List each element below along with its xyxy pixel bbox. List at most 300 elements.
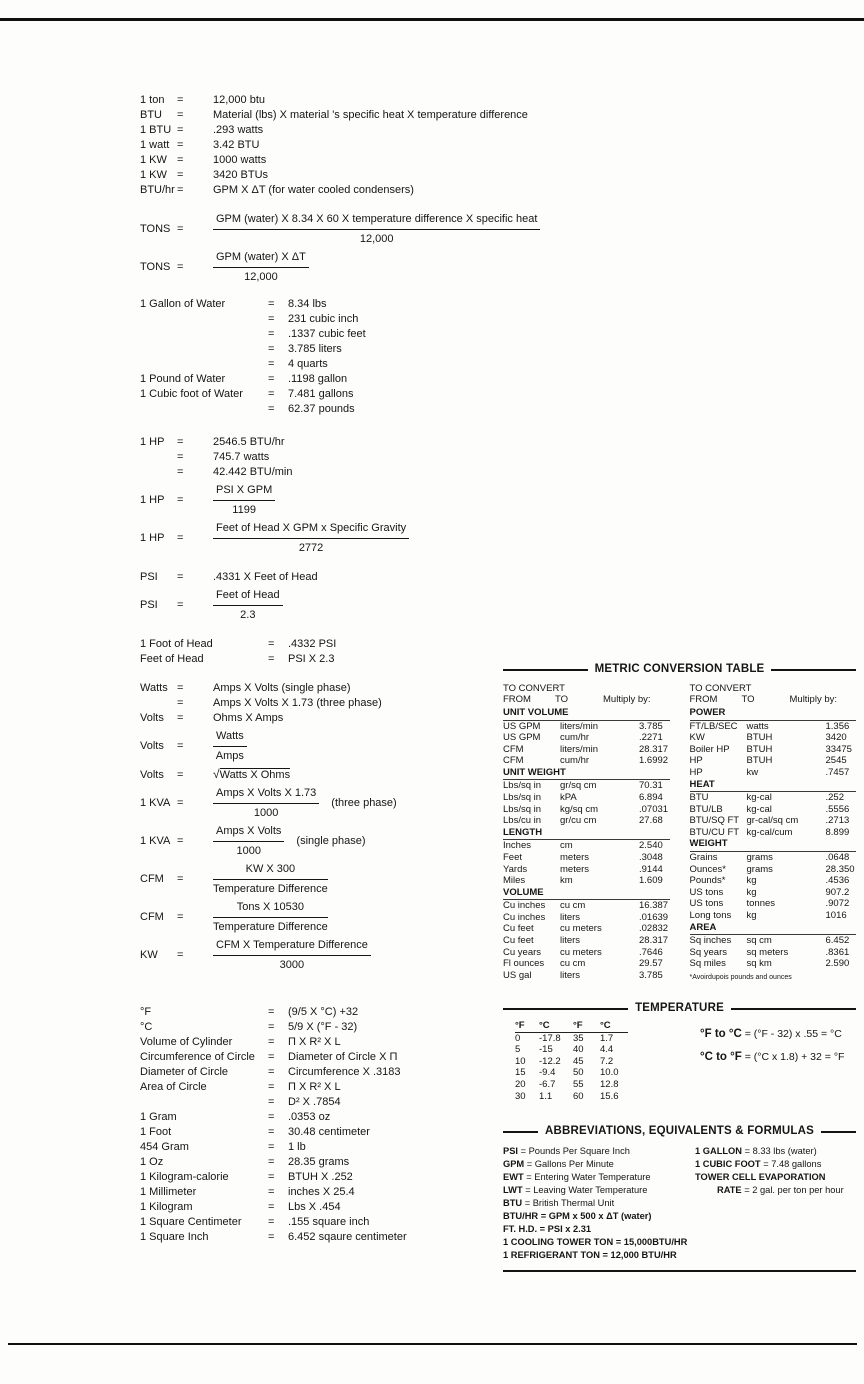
equals-sign: = (177, 436, 184, 448)
abbrev-row (695, 1158, 856, 1171)
metric-section-header: AREA (690, 922, 857, 936)
abbrev-def: = 8.33 lbs (water) (742, 1145, 817, 1156)
equals-sign: = (177, 835, 184, 847)
multiplier-value: .07031 (639, 803, 669, 815)
formula-row (140, 521, 602, 556)
multiplier-value: .3048 (639, 851, 663, 863)
to-unit: grams (746, 851, 773, 863)
multiplier-value: 1.609 (639, 875, 663, 887)
formula-value (213, 767, 290, 783)
conversion-row (690, 827, 857, 839)
abbrev-row (503, 1223, 695, 1236)
from-unit: Long tons (689, 909, 732, 921)
equals-sign: = (268, 653, 275, 665)
from-unit: HP (689, 755, 703, 767)
formula-label: Watts (140, 682, 168, 694)
formula-label: 454 Gram (140, 1141, 189, 1153)
equals-sign: = (268, 1201, 275, 1213)
multiplier-value: 6.452 (825, 935, 850, 946)
formula-row (140, 637, 602, 652)
multiplier-value: .5556 (825, 803, 850, 815)
abbrev-def: = Pounds Per Square Inch (518, 1145, 630, 1156)
numerator: Amps X Volts X 1.73 (213, 786, 319, 804)
from-unit: US tons (689, 886, 724, 898)
formula-label: 1 Square Inch (140, 1231, 209, 1243)
denominator: 12,000 (359, 233, 394, 245)
formula-term: °C to °F (700, 1050, 742, 1063)
equals-sign: = (268, 388, 275, 400)
formula-value: GPM X ΔT (for water cooled condensers) (213, 184, 414, 196)
abbrev-term: 1 REFRIGERANT TON = 12,000 BTU/HR (503, 1249, 677, 1260)
conversion-row (503, 864, 670, 876)
to-unit: meters (560, 863, 590, 875)
equals-sign: = (268, 1141, 275, 1153)
temp-row (515, 1079, 628, 1091)
to-unit: liters (560, 911, 581, 923)
metric-column (503, 683, 670, 984)
from-unit: Lbs/sq in (503, 792, 542, 804)
abbrev-def: = Entering Water Temperature (523, 1171, 651, 1182)
multiplier-value: .01639 (639, 911, 669, 923)
from-unit: CFM (503, 743, 524, 755)
formula-group (140, 435, 602, 556)
numerator: GPM (water) X ΔT (213, 250, 309, 268)
equals-sign: = (177, 911, 184, 923)
temp-table-body (515, 1033, 628, 1103)
abbrev-term: 1 CUBIC FOOT (695, 1158, 761, 1169)
equals-sign: = (177, 769, 184, 781)
conversion-row (690, 755, 857, 767)
radicand: Watts X Ohms (219, 769, 291, 781)
formula-label: 1 Square Centimeter (140, 1216, 242, 1228)
multiplier-value: .252 (825, 792, 844, 804)
from-unit: Fl ounces (503, 958, 545, 970)
formula-value: 4 quarts (288, 358, 328, 370)
to-unit: BTUH (746, 743, 773, 755)
from-unit: US gal (503, 969, 532, 981)
from-unit: Boiler HP (689, 743, 730, 755)
formula-label: 1 Gram (140, 1111, 177, 1123)
conversion-row (503, 912, 670, 924)
numerator: GPM (water) X 8.34 X 60 X temperature difference X specific heat (213, 212, 540, 230)
formula-label: Area of Circle (140, 1081, 207, 1093)
multiplier-value: 28.317 (639, 935, 669, 946)
to-unit: kg-cal/cum (746, 826, 793, 838)
formula-label: °C (140, 1021, 153, 1033)
metric-column-header (503, 694, 670, 707)
to-unit: kg (746, 875, 757, 887)
formula-group (140, 637, 602, 667)
fraction (213, 938, 371, 973)
multiplier-value: .0648 (825, 851, 850, 863)
formula-row (140, 327, 602, 342)
equals-sign: = (268, 1231, 275, 1243)
formula-label: 1 Pound of Water (140, 373, 226, 385)
abbrev-row (503, 1236, 695, 1249)
metric-section-header: POWER (690, 707, 857, 721)
conversion-row (690, 732, 857, 744)
denominator: 1000 (236, 845, 261, 857)
abbrev-term: BTU (503, 1197, 523, 1208)
formula-value: .0353 oz (288, 1111, 331, 1123)
formula-value: inches X 25.4 (288, 1186, 355, 1198)
formula-value: 3.785 liters (288, 343, 342, 355)
temperature-table (515, 1020, 628, 1102)
equals-sign: = (177, 494, 184, 506)
radical-icon: √ (213, 767, 220, 781)
to-unit: cu meters (560, 946, 602, 958)
numerator: CFM X Temperature Difference (213, 938, 371, 956)
abbrev-left (503, 1145, 695, 1262)
from-unit: HP (689, 766, 703, 778)
rule-line (503, 1008, 628, 1010)
abbrev-term: LWT (503, 1184, 523, 1195)
multiplier-value: .02832 (639, 923, 669, 935)
conversion-row (690, 935, 857, 947)
abbrev-row (503, 1171, 695, 1184)
formula-label: 1 Cubic foot of Water (140, 388, 243, 400)
equals-sign: = (177, 261, 184, 273)
conversion-row (503, 875, 670, 887)
conversion-row (690, 947, 857, 959)
formula-value: .1337 cubic feet (288, 328, 366, 340)
formula-row (140, 357, 602, 372)
denominator: 1000 (253, 807, 279, 819)
formula-label: 1 Kilogram (140, 1201, 193, 1213)
formula-value: PSI X 2.3 (288, 653, 335, 665)
multiplier-value: .7646 (639, 946, 663, 958)
multiplier-value: 3.785 (639, 969, 663, 981)
equals-sign: = (177, 139, 184, 151)
equals-sign: = (268, 1006, 275, 1018)
abbrev-row (503, 1197, 695, 1210)
from-unit: US GPM (503, 720, 541, 732)
formula-value: .293 watts (213, 124, 264, 136)
temp-value: -9.4 (539, 1067, 556, 1079)
equals-sign: = (268, 1066, 275, 1078)
temp-value: 12.8 (600, 1078, 619, 1090)
formula-row (140, 250, 602, 285)
formula-label: Circumference of Circle (140, 1051, 255, 1063)
equals-sign: = (268, 1051, 275, 1063)
abbrev-row (503, 1210, 695, 1223)
formula-value: .155 square inch (288, 1216, 370, 1228)
to-unit: gr-cal/sq cm (746, 815, 799, 827)
abbrev-term: PSI (503, 1145, 518, 1156)
temp-value: 10.0 (600, 1067, 619, 1079)
multiplier-value: 16.387 (639, 900, 669, 912)
formula-value: 3420 BTUs (213, 169, 269, 181)
formula-value: 1 lb (288, 1141, 306, 1153)
conversion-row (503, 923, 670, 935)
rule-line (503, 669, 588, 671)
formula-row (140, 588, 602, 623)
abbrev-def: = Leaving Water Temperature (522, 1184, 648, 1195)
reference-panel (503, 664, 856, 1272)
denominator: 2772 (298, 542, 324, 554)
formula-group (140, 297, 602, 417)
formula-row (140, 153, 602, 168)
conversion-row (503, 780, 670, 792)
to-unit: kg (746, 886, 757, 898)
formula-value: 62.37 pounds (288, 403, 355, 415)
temp-row (515, 1091, 628, 1103)
multiplier-value: 2.540 (639, 840, 663, 852)
formula-label: Volts (140, 769, 164, 781)
from-header: FROM (689, 693, 718, 705)
temp-value: -15 (539, 1044, 553, 1056)
fraction (213, 483, 275, 518)
conversion-row (503, 732, 670, 744)
temp-value: 60 (573, 1090, 584, 1102)
to-unit: sq meters (746, 946, 789, 958)
formula-value: 28.35 grams (288, 1156, 350, 1168)
to-unit: BTUH (746, 732, 773, 744)
from-unit: US GPM (503, 732, 541, 744)
from-unit: Cu years (503, 946, 542, 958)
to-unit: liters/min (560, 720, 599, 732)
metric-columns (503, 683, 856, 984)
multiplier-value: .7457 (825, 766, 850, 778)
temp-value: -17.8 (539, 1032, 561, 1044)
equals-sign: = (177, 169, 184, 181)
temp-value: 1.7 (600, 1032, 614, 1044)
formula-group (140, 212, 602, 285)
from-unit: Pounds* (689, 875, 726, 887)
formula-label: PSI (140, 571, 158, 583)
fraction (213, 862, 328, 897)
from-unit: Yards (503, 863, 528, 875)
to-unit: kg/sq cm (560, 803, 599, 815)
abbrev-row (503, 1158, 695, 1171)
rule-line (821, 1131, 856, 1133)
formula-label: °F (140, 1006, 152, 1018)
to-unit: cum/hr (560, 732, 590, 744)
multiplier-value: 1.6992 (639, 755, 669, 767)
conversion-row (503, 852, 670, 864)
from-unit: US tons (689, 898, 724, 910)
formula-row (140, 483, 602, 518)
equals-sign: = (268, 1096, 275, 1108)
metric-footnote: *Avoirdupois pounds and ounces (689, 973, 792, 981)
formula-value: 6.452 sqaure centimeter (288, 1231, 407, 1243)
multiplier-value: 28.317 (639, 743, 669, 755)
equals-sign: = (268, 313, 275, 325)
temp-value: 4.4 (600, 1044, 614, 1056)
multiply-header: Multiply by: (789, 693, 838, 705)
from-unit: BTU/CU FT (689, 826, 740, 838)
metric-column (690, 683, 857, 984)
conversion-row (503, 815, 670, 827)
formula-label: PSI (140, 599, 158, 611)
conversion-row (690, 804, 857, 816)
conversion-row (503, 935, 670, 947)
multiplier-value: 1016 (825, 909, 847, 921)
temp-header-cell: °F (515, 1019, 525, 1031)
formula-value: 3.42 BTU (213, 139, 260, 151)
to-unit: cu cm (560, 900, 586, 912)
formula-row (140, 450, 602, 465)
formula-body: = (°C x 1.8) + 32 = °F (741, 1050, 845, 1063)
from-unit: Lbs/sq in (503, 780, 542, 792)
from-unit: Lbs/sq in (503, 803, 542, 815)
from-header: FROM (503, 693, 531, 705)
formula-value: Amps X Volts X 1.73 (three phase) (213, 697, 382, 709)
formula-label: 1 KVA (140, 835, 171, 847)
abbrev-term: 1 GALLON (695, 1145, 743, 1156)
abbreviations-columns (503, 1145, 856, 1262)
formula-label: KW (140, 949, 158, 961)
equals-sign: = (177, 797, 184, 809)
formula-value: 42.442 BTU/min (213, 466, 293, 478)
equals-sign: = (268, 1111, 275, 1123)
formula-label: Volts (140, 740, 164, 752)
metric-section-header: WEIGHT (690, 838, 857, 852)
formula-label: Feet of Head (140, 653, 204, 665)
equals-sign: = (177, 451, 184, 463)
conversion-row (503, 900, 670, 912)
formula-label: 1 HP (140, 494, 165, 506)
conversion-row (503, 958, 670, 970)
formula-label: 1 watt (140, 139, 170, 151)
conversion-row (503, 804, 670, 816)
conversion-row (503, 947, 670, 959)
multiplier-value: 27.68 (639, 815, 663, 827)
multiplier-value: 33475 (825, 743, 852, 755)
equals-sign: = (268, 1021, 275, 1033)
temp-header-cell: °F (573, 1019, 583, 1031)
formula-row (140, 168, 602, 183)
conversion-row (503, 792, 670, 804)
to-unit: cu meters (560, 923, 602, 935)
temp-row (515, 1067, 628, 1079)
formula-label: BTU (140, 109, 162, 121)
temp-value: 5 (515, 1044, 521, 1056)
from-unit: BTU/LB (689, 803, 723, 815)
abbrev-term: 1 COOLING TOWER TON = 15,000BTU/HR (503, 1236, 688, 1247)
multiply-header: Multiply by: (603, 693, 651, 705)
formula-value: Lbs X .454 (288, 1201, 341, 1213)
formula-value: Material (lbs) X material 's specific heat X temperature difference (213, 109, 528, 121)
fraction-note: (three phase) (331, 797, 397, 809)
to-unit: kg-cal (746, 792, 772, 804)
formula-value: 745.7 watts (213, 451, 270, 463)
from-unit: Sq miles (689, 958, 726, 970)
numerator: Feet of Head (213, 588, 283, 606)
temp-header-row (515, 1020, 628, 1033)
formula-row (140, 183, 602, 198)
formula-label: Diameter of Circle (140, 1066, 229, 1078)
temp-value: 15 (515, 1067, 526, 1079)
panel-bottom-rule (503, 1270, 856, 1272)
metric-section-header: UNIT WEIGHT (503, 767, 670, 781)
equals-sign: = (268, 403, 275, 415)
abbrev-def: = Gallons Per Minute (524, 1158, 614, 1169)
to-unit: liters/min (560, 743, 599, 755)
equals-sign: = (268, 298, 275, 310)
fraction-note: (single phase) (296, 835, 366, 847)
abbrev-row (695, 1184, 856, 1197)
formula-value: .4332 PSI (288, 638, 337, 650)
multiplier-value: 3.785 (639, 720, 663, 732)
temp-header-cell: °C (600, 1019, 611, 1031)
formula-value: Amps X Volts (single phase) (213, 682, 351, 694)
formula-label: 1 Millimeter (140, 1186, 197, 1198)
metric-section-header: LENGTH (503, 827, 670, 841)
abbreviations-header (503, 1126, 856, 1138)
to-header: TO (555, 693, 569, 705)
equals-sign: = (177, 873, 184, 885)
formula-row (140, 108, 602, 123)
temp-value: 7.2 (600, 1055, 614, 1067)
metric-table-header (503, 664, 856, 676)
formula-value: .4331 X Feet of Head (213, 571, 318, 583)
to-unit: km (560, 875, 573, 887)
rule-line (771, 669, 856, 671)
multiplier-value: 29.57 (639, 958, 663, 970)
conversion-row (690, 721, 857, 733)
formula-row (140, 435, 602, 450)
formula-label: 1 KW (140, 154, 167, 166)
formula-value: 231 cubic inch (288, 313, 359, 325)
formula-label: Volume of Cylinder (140, 1036, 233, 1048)
multiplier-value: 1.356 (825, 720, 850, 732)
fraction (213, 824, 284, 859)
formula-value: Diameter of Circle X Π (288, 1051, 398, 1063)
abbrev-row (503, 1249, 695, 1262)
formula-value: 5/9 X (°F - 32) (288, 1021, 358, 1033)
multiplier-value: .2271 (639, 732, 663, 744)
multiplier-value: 8.899 (825, 826, 850, 838)
formula-row (140, 312, 602, 327)
conversion-row (690, 910, 857, 922)
conversion-row (690, 887, 857, 899)
from-unit: FT/LB/SEC (689, 720, 738, 732)
numerator: Amps X Volts (213, 824, 284, 842)
conversion-row (503, 721, 670, 733)
formula-row (140, 387, 602, 402)
temp-value: 0 (515, 1032, 521, 1044)
formula-label: 1 HP (140, 532, 165, 544)
formula-row (140, 570, 602, 585)
to-unit: kg (746, 909, 757, 921)
abbrev-def: = British Thermal Unit (522, 1197, 615, 1208)
formula-label: TONS (140, 261, 171, 273)
equals-sign: = (177, 223, 184, 235)
abbrev-right (695, 1145, 856, 1262)
denominator: Temperature Difference (213, 883, 328, 895)
equals-sign: = (268, 373, 275, 385)
metric-section-header: UNIT VOLUME (503, 707, 670, 721)
abbrev-term: EWT (503, 1171, 524, 1182)
conversion-row (503, 840, 670, 852)
formula-label: 1 HP (140, 436, 165, 448)
temp-row (515, 1056, 628, 1068)
equals-sign: = (177, 697, 184, 709)
from-unit: Feet (503, 851, 523, 863)
formula-value: D² X .7854 (288, 1096, 341, 1108)
equals-sign: = (177, 599, 184, 611)
to-unit: gr/cu cm (560, 815, 597, 827)
to-unit: watts (746, 720, 769, 732)
conversion-row (690, 852, 857, 864)
numerator: PSI X GPM (213, 483, 275, 501)
multiplier-value: 6.894 (639, 792, 663, 804)
formula-value: 30.48 centimeter (288, 1126, 370, 1138)
formula-row (140, 212, 602, 247)
formula-term: °F to °C (700, 1027, 742, 1040)
formula-label: Volts (140, 712, 164, 724)
